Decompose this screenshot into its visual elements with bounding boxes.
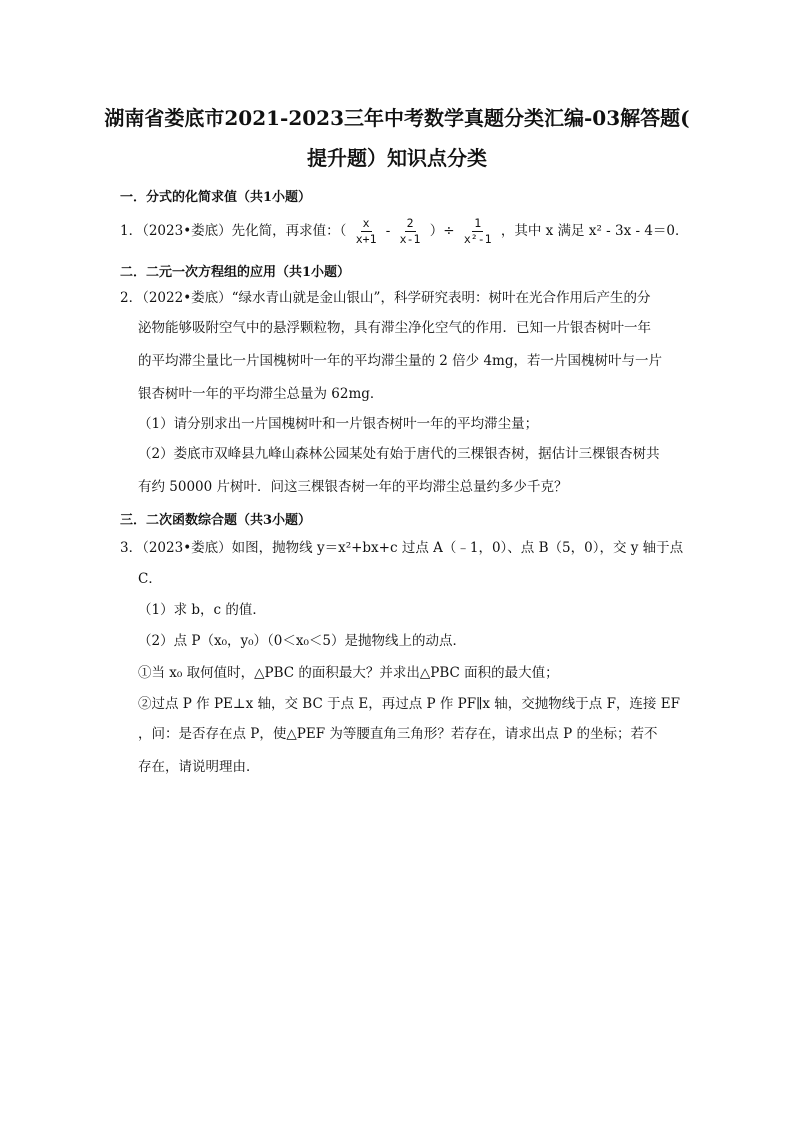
fraction-2-numerator: 2: [406, 216, 414, 230]
question-3-subpart-2: ②过点 P 作 PE⊥x 轴，交 BC 于点 E，再过点 P 作 PF∥x 轴，交抛物线于点 F，连接 EF: [138, 696, 680, 712]
question-3-part-1: （1）求 b，c 的值．: [138, 602, 266, 618]
fraction-2-denominator: x-1: [399, 232, 421, 246]
divide-sign: ）÷: [429, 223, 455, 239]
question-3-part-2: （2）点 P（x₀，y₀）（0＜x₀＜5）是抛物线上的动点．: [138, 633, 466, 649]
question-2-line: 2．（2022•娄底）“绿水青山就是金山银山”，科学研究表明：树叶在光合作用后产生的分: [120, 290, 651, 306]
question-3-subpart-1: ①当 x₀ 取何值时，△PBC 的面积最大？并求出△PBC 面积的最大值；: [138, 665, 559, 681]
question-1: [120, 216, 689, 247]
fraction-1-numerator: x: [362, 216, 370, 230]
question-2-line: 有约 50000 片树叶．问这三棵银杏树一年的平均滞尘总量约多少千克？: [138, 479, 568, 495]
question-2-line: 银杏树叶一年的平均滞尘总量为 62mg．: [138, 386, 384, 402]
question-2-line: 的平均滞尘量比一片国槐树叶一年的平均滞尘量的 2 倍少 4mg，若一片国槐树叶与一片: [138, 353, 662, 369]
fraction-1-denominator: x+1: [355, 232, 377, 246]
question-3-line: 3．（2023•娄底）如图，抛物线 y＝x²+bx+c 过点 A（﹣1，0）、点 B（5，0），交 y 轴于点: [120, 540, 684, 556]
document-title-line-2: 提升题）知识点分类: [307, 146, 487, 170]
question-1-prefix: 1．（2023•娄底）先化简，再求值：（: [120, 223, 347, 239]
document-title-line-1: 湖南省娄底市2021-2023三年中考数学真题分类汇编-03解答题(: [104, 106, 690, 130]
section-3-heading: 三．二次函数综合题（共3小题）: [120, 513, 312, 528]
question-2-part-1: （1）请分别求出一片国槐树叶和一片银杏树叶一年的平均滞尘量；: [138, 416, 539, 432]
section-1-heading: 一．分式的化简求值（共1小题）: [120, 190, 312, 205]
question-2-line: 泌物能够吸附空气中的悬浮颗粒物，具有滞尘净化空气的作用．已知一片银杏树叶一年: [138, 320, 651, 336]
fraction-3: [462, 216, 494, 247]
fraction-2: [398, 216, 423, 247]
minus-sign: -: [385, 223, 391, 239]
question-3-line: C．: [138, 571, 162, 587]
question-3-line: ，问：是否存在点 P，使△PEF 为等腰直角三角形？若存在，请求出点 P 的坐标；若不: [138, 726, 658, 742]
section-2-heading: 二．二元一次方程组的应用（共1小题）: [120, 265, 351, 280]
question-3-line: 存在，请说明理由．: [138, 759, 260, 775]
fraction-3-numerator: 1: [474, 216, 482, 230]
question-2-part-2: （2）娄底市双峰县九峰山森林公园某处有始于唐代的三棵银杏树，据估计三棵银杏树共: [138, 446, 660, 462]
fraction-3-denominator: x²-1: [463, 232, 492, 246]
question-1-suffix: ，其中 x 满足 x² - 3x - 4＝0．: [500, 223, 689, 239]
fraction-1: [354, 216, 379, 247]
